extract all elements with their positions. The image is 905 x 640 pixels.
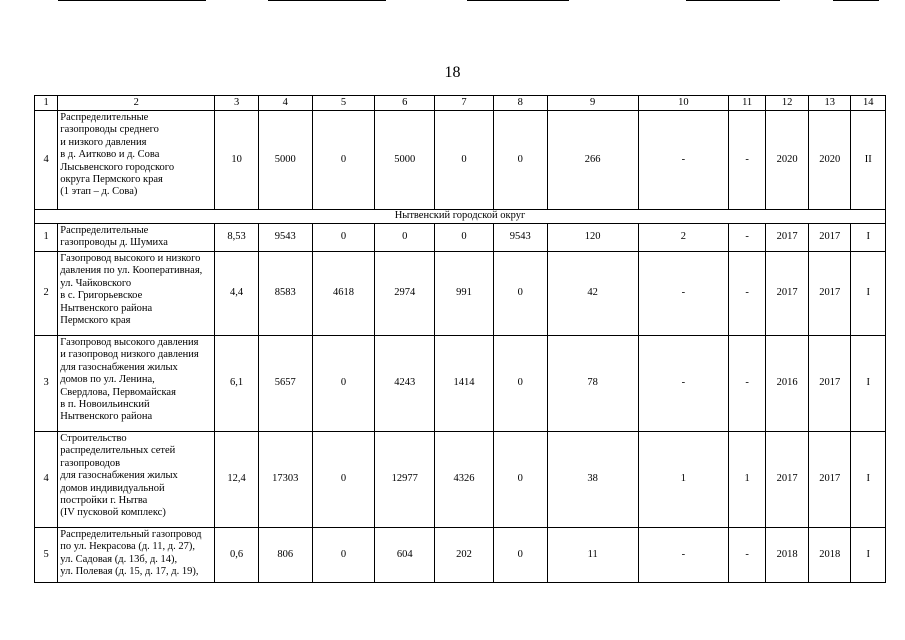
value-cell: 0 (435, 224, 494, 252)
row-number-cell: 1 (35, 224, 58, 252)
value-cell: 12,4 (215, 432, 259, 528)
header-cell: 9 (547, 96, 638, 111)
object-name-cell: Распределительные газопроводы д. Шумиха (58, 224, 215, 252)
value-cell: - (638, 111, 728, 210)
value-cell: 5657 (258, 336, 312, 432)
column-number-header-row (35, 96, 886, 111)
value-cell: 2020 (808, 111, 851, 210)
row-number-cell: 5 (35, 528, 58, 583)
value-cell: 2017 (766, 224, 809, 252)
value-cell: I (851, 336, 886, 432)
value-cell: 2017 (808, 252, 851, 336)
value-cell: 991 (435, 252, 494, 336)
header-cell: 8 (493, 96, 547, 111)
value-cell: 0 (312, 224, 375, 252)
gas-pipeline-table (34, 95, 886, 583)
value-cell: I (851, 528, 886, 583)
value-cell: - (728, 111, 765, 210)
top-edge-line (467, 0, 569, 1)
value-cell: I (851, 252, 886, 336)
header-cell: 2 (58, 96, 215, 111)
value-cell: 10 (215, 111, 259, 210)
value-cell: 2017 (766, 252, 809, 336)
value-cell: - (728, 252, 765, 336)
value-cell: 0 (375, 224, 435, 252)
value-cell: 266 (547, 111, 638, 210)
row-number-cell: 2 (35, 252, 58, 336)
value-cell: 9543 (258, 224, 312, 252)
table-row (35, 111, 886, 210)
page-number: 18 (444, 64, 461, 81)
value-cell: 0 (312, 111, 375, 210)
table-row (35, 336, 886, 432)
table-row (35, 432, 886, 528)
value-cell: 1 (728, 432, 765, 528)
header-cell: 12 (766, 96, 809, 111)
value-cell: 4326 (435, 432, 494, 528)
value-cell: 0 (312, 432, 375, 528)
value-cell: I (851, 224, 886, 252)
value-cell: 0 (312, 336, 375, 432)
value-cell: 0,6 (215, 528, 259, 583)
value-cell: II (851, 111, 886, 210)
value-cell: 0 (493, 528, 547, 583)
value-cell: 0 (312, 528, 375, 583)
value-cell: - (728, 528, 765, 583)
value-cell: 0 (493, 252, 547, 336)
header-cell: 6 (375, 96, 435, 111)
value-cell: 2017 (766, 432, 809, 528)
value-cell: 9543 (493, 224, 547, 252)
header-cell: 7 (435, 96, 494, 111)
top-edge-line (686, 0, 780, 1)
value-cell: 2017 (808, 432, 851, 528)
top-edge-line (268, 0, 386, 1)
table-row (35, 224, 886, 252)
header-cell: 11 (728, 96, 765, 111)
value-cell: - (638, 252, 728, 336)
header-cell: 5 (312, 96, 375, 111)
value-cell: 6,1 (215, 336, 259, 432)
table-body (35, 96, 886, 583)
value-cell: 2020 (766, 111, 809, 210)
value-cell: 42 (547, 252, 638, 336)
value-cell: 0 (493, 336, 547, 432)
section-header-row (35, 210, 886, 224)
value-cell: 0 (493, 111, 547, 210)
header-cell: 14 (851, 96, 886, 111)
value-cell: - (728, 224, 765, 252)
value-cell: 12977 (375, 432, 435, 528)
value-cell: I (851, 432, 886, 528)
value-cell: 38 (547, 432, 638, 528)
value-cell: - (638, 336, 728, 432)
header-cell: 3 (215, 96, 259, 111)
value-cell: 2017 (808, 336, 851, 432)
value-cell: 202 (435, 528, 494, 583)
value-cell: 17303 (258, 432, 312, 528)
value-cell: 120 (547, 224, 638, 252)
row-number-cell: 3 (35, 336, 58, 432)
value-cell: 2018 (808, 528, 851, 583)
header-cell: 4 (258, 96, 312, 111)
value-cell: 806 (258, 528, 312, 583)
section-title: Нытвенский городской округ (35, 210, 886, 224)
table-row (35, 252, 886, 336)
object-name-cell: Распределительные газопроводы среднего и низкого давления в д. Аитково и д. Сова Лысьвенского городского округа Пермского края (1 этап – д. Сова) (58, 111, 215, 210)
object-name-cell: Газопровод высокого давления и газопровод низкого давления для газоснабжения жилых домов по ул. Ленина, Свердлова, Первомайская в п. Новоильинский Нытвенского района (58, 336, 215, 432)
object-name-cell: Газопровод высокого и низкого давления по ул. Кооперативная, ул. Чайковского в с. Григорьевское Нытвенского района Пермского края (58, 252, 215, 336)
row-number-cell: 4 (35, 111, 58, 210)
value-cell: - (638, 528, 728, 583)
value-cell: 1 (638, 432, 728, 528)
value-cell: 604 (375, 528, 435, 583)
value-cell: 4618 (312, 252, 375, 336)
value-cell: 8583 (258, 252, 312, 336)
value-cell: 4243 (375, 336, 435, 432)
value-cell: - (728, 336, 765, 432)
object-name-cell: Строительство распределительных сетей газопроводов для газоснабжения жилых домов индивидуальной постройки г. Нытва (IV пусковой комплекс) (58, 432, 215, 528)
header-cell: 13 (808, 96, 851, 111)
header-cell: 10 (638, 96, 728, 111)
value-cell: 11 (547, 528, 638, 583)
top-edge-line (833, 0, 879, 1)
object-name-cell: Распределительный газопровод по ул. Некрасова (д. 11, д. 27), ул. Садовая (д. 13б, д. 14), ул. Полевая (д. 15, д. 17, д. 19), (58, 528, 215, 583)
value-cell: 5000 (375, 111, 435, 210)
value-cell: 2017 (808, 224, 851, 252)
row-number-cell: 4 (35, 432, 58, 528)
value-cell: 5000 (258, 111, 312, 210)
value-cell: 1414 (435, 336, 494, 432)
value-cell: 2974 (375, 252, 435, 336)
value-cell: 2018 (766, 528, 809, 583)
value-cell: 2 (638, 224, 728, 252)
value-cell: 0 (493, 432, 547, 528)
value-cell: 0 (435, 111, 494, 210)
value-cell: 78 (547, 336, 638, 432)
top-edge-line (58, 0, 206, 1)
value-cell: 4,4 (215, 252, 259, 336)
value-cell: 2016 (766, 336, 809, 432)
value-cell: 8,53 (215, 224, 259, 252)
table-row (35, 528, 886, 583)
header-cell: 1 (35, 96, 58, 111)
